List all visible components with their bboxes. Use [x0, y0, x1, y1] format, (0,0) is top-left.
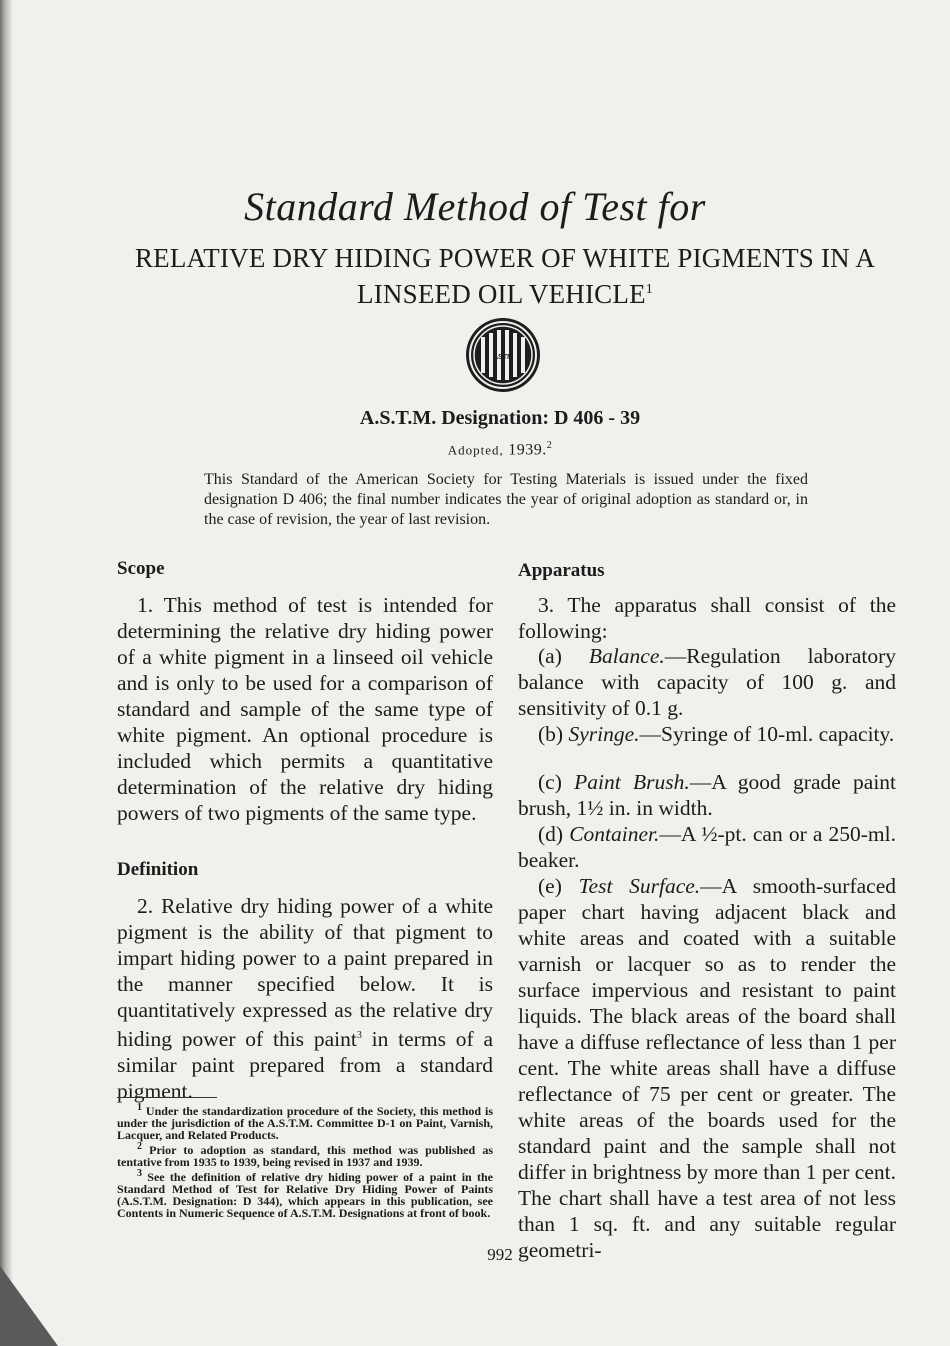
adopted-line: [0, 440, 950, 459]
apparatus-intro: 3. The apparatus shall consist of the following:: [518, 593, 896, 643]
item-label: (e): [538, 874, 562, 898]
standard-notice: This Standard of the American Society for Testing Materials is issued under the fixed designation D 406; the final number indicates the year of original adoption as standard or, in the case of revision, the year of last revision.: [204, 471, 808, 528]
item-text: —A ½-pt. can or a 250-ml. beaker.: [518, 822, 896, 872]
scope-heading: Scope: [117, 558, 165, 579]
scope-paragraph: 1. This method of test is intended for determining the relative dry hiding power of a white pigment in a linseed oil vehicle and is only to be used for a comparison of standard and sample of the same type of white pigment. An optional procedure is included which permits a quantitative determination of the relative dry hiding powers of two pigments of the same type.: [117, 593, 493, 825]
apparatus-item-brush: [518, 769, 896, 821]
footnotes: [117, 1102, 493, 1219]
item-term: Balance.: [588, 644, 665, 668]
apparatus-item-container: [518, 821, 896, 873]
apparatus-heading: Apparatus: [518, 560, 605, 581]
document-title: Standard Method of Test for: [244, 184, 706, 229]
adopted-year: 1939.: [508, 441, 547, 459]
document-subtitle: [90, 243, 920, 310]
footnote-ref: 3: [356, 1030, 362, 1041]
item-text: —A smooth-surfaced paper chart having adjacent black and white areas and coated with a suitable varnish or lacquer so as to render the surface impervious and resistant to paint liquids. The black areas of the board shall have a diffuse reflectance of less than 1 per cent. The white areas shall have a diffuse reflectance of 75 per cent or greater. The white areas of the boards used for the standard paint and the sample shall not differ in brightness by more than 1 per cent. The chart shall have a test area of not less than 1 sq. ft. and any suitable regular geometri-: [518, 874, 896, 1262]
apparatus-item-test-surface: [518, 873, 896, 1263]
footnote-2: $^2$ Prior to adoption as standard, this method was published as tentative from 1935 to 1939, being revised in 1937 and 1939.: [117, 1141, 493, 1169]
item-label: (b): [538, 722, 564, 746]
item-label: (a): [538, 644, 562, 668]
apparatus-item-syringe: [518, 721, 896, 747]
apparatus-item-balance: [518, 643, 896, 721]
item-label: (c): [538, 770, 562, 794]
item-term: Test Surface.: [578, 874, 701, 898]
page-number: 992: [487, 1245, 513, 1264]
adopted-label: Adopted,: [447, 442, 504, 458]
designation: A.S.T.M. Designation: D 406 - 39: [359, 407, 641, 429]
item-label: (d): [538, 822, 564, 846]
footnote-3: $^3$ See the definition of relative dry hiding power of a paint in the Standard Method of Test for Relative Dry Hiding Power of Paints (A.S.T.M. Designation: D 344), which appears in this publication, see Contents in Numeric Sequence of A.S.T.M. Designations at front of book.: [117, 1168, 493, 1220]
item-term: Syringe.: [568, 722, 640, 746]
item-text: —Regulation laboratory balance with capacity of 100 g. and sensitivity of 0.1 g.: [518, 644, 896, 720]
footnote-ref: 1: [645, 282, 653, 297]
footnote-rule: [117, 1097, 217, 1098]
definition-paragraph: [117, 893, 493, 1104]
definition-text-a: 2. Relative dry hiding power of a white pigment is the ability of that pigment to impart hiding power to a paint prepared in the manner specified below. It is quantitatively expressed as the relative dry hiding power of this paint: [117, 894, 493, 1052]
item-term: Container.: [569, 822, 660, 846]
definition-heading: Definition: [117, 859, 199, 880]
svg-text:ASTM: ASTM: [493, 354, 513, 361]
footnote-1: $^1$ Under the standardization procedure of the Society, this method is under the jurisdiction of the A.S.T.M. Committee D-1 on Paint, Varnish, Lacquer, and Related Products.: [117, 1102, 493, 1142]
subtitle-text: RELATIVE DRY HIDING POWER OF WHITE PIGMENTS IN A LINSEED OIL VEHICLE: [134, 243, 876, 309]
astm-logo-icon: [463, 315, 543, 395]
page-corner-shadow: [0, 1266, 58, 1346]
footnote-ref: 2: [546, 440, 553, 451]
item-term: Paint Brush.: [574, 770, 690, 794]
definition-text-b: in terms of a similar paint prepared from a standard pigment.: [117, 1027, 493, 1104]
item-text: —Syringe of 10-ml. capacity.: [639, 722, 895, 746]
item-text: —A good grade paint brush, 1½ in. in width.: [518, 770, 897, 820]
